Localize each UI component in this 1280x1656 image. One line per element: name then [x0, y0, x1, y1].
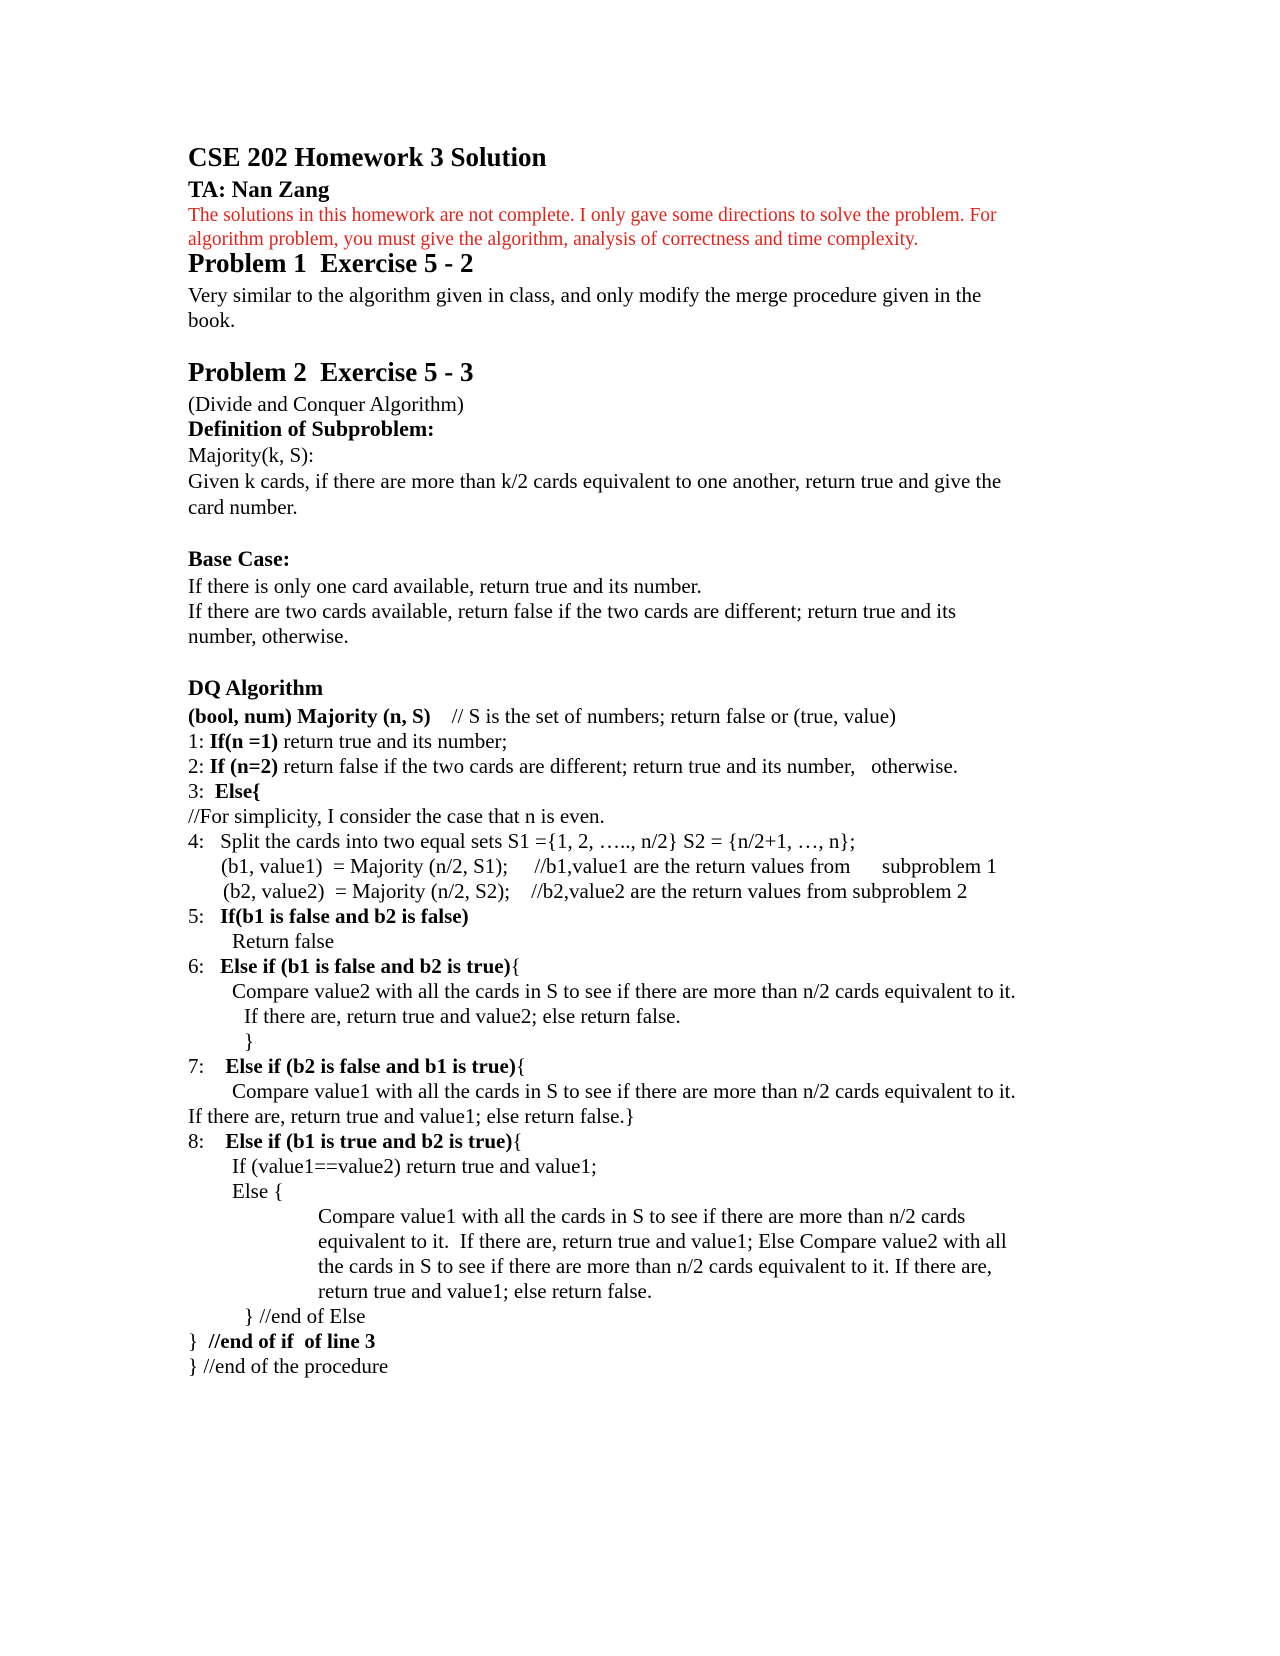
base-case-text-1: If there is only one card available, return true and its number. [188, 574, 702, 598]
problem-2-heading: Problem 2 Exercise 5 - 3 [188, 357, 474, 387]
algo-line-4a: (b1, value1) = Majority (n/2, S1); //b1,value1 are the return values from subproblem 1 [221, 854, 997, 878]
algo-line-5a: Return false [232, 929, 335, 953]
problem-1-text-1: Very similar to the algorithm given in class, and only modify the merge procedure given in the [188, 283, 982, 307]
algo-signature-bold: (bool, num) Majority (n, S) [188, 704, 431, 728]
note-line-1: The solutions in this homework are not complete. I only gave some directions to solve the problem. For [188, 205, 997, 226]
algo-end-procedure: } //end of the procedure [188, 1354, 389, 1378]
algorithm-heading: DQ Algorithm [188, 675, 324, 700]
algo-line-3: 3: Else{ [188, 779, 261, 803]
problem-1-text-2: book. [188, 308, 236, 332]
algo-line-8c-2: equivalent to it. If there are, return true and value1; Else Compare value2 with all [318, 1229, 1007, 1253]
algo-line-8b: Else { [232, 1179, 284, 1203]
algo-line-6a: Compare value2 with all the cards in S to see if there are more than n/2 cards equivalent to it. [232, 979, 1016, 1003]
base-case-heading: Base Case: [188, 546, 291, 571]
algo-comment-simplicity: //For simplicity, I consider the case that n is even. [188, 804, 605, 828]
note-line-2: algorithm problem, you must give the algorithm, analysis of correctness and time complexity. [188, 229, 919, 250]
algo-line-8: 8: Else if (b1 is true and b2 is true){ [188, 1129, 523, 1153]
problem-2-approach: (Divide and Conquer Algorithm) [188, 392, 464, 416]
algo-line-5: 5: If(b1 is false and b2 is false) [188, 904, 469, 928]
ta-name: TA: Nan Zang [188, 177, 330, 202]
algo-line-6c: } [244, 1029, 255, 1053]
algo-line-8d: } //end of Else [244, 1304, 366, 1328]
page-title: CSE 202 Homework 3 Solution [188, 142, 547, 172]
algo-line-7a: Compare value1 with all the cards in S to see if there are more than n/2 cards equivalent to it. [232, 1079, 1016, 1103]
definition-text-1: Given k cards, if there are more than k/2 cards equivalent to one another, return true and give the [188, 469, 1002, 493]
problem-1-heading: Problem 1 Exercise 5 - 2 [188, 248, 474, 278]
base-case-text-2: If there are two cards available, return false if the two cards are different; return true and its [188, 599, 957, 623]
algo-line-8c-3: the cards in S to see if there are more than n/2 cards equivalent to it. If there are, [318, 1254, 993, 1278]
algo-line-4: 4: Split the cards into two equal sets S1 ={1, 2, ….., n/2} S2 = {n/2+1, …, n}; [188, 829, 856, 853]
algo-signature-comment: // S is the set of numbers; return false or (true, value) [430, 704, 897, 728]
algo-line-8c-4: return true and value1; else return false. [318, 1279, 653, 1303]
algo-line-6: 6: Else if (b1 is false and b2 is true){ [188, 954, 521, 978]
algo-end-if: } //end of if of line 3 [188, 1329, 376, 1353]
algo-line-4b: (b2, value2) = Majority (n/2, S2); //b2,value2 are the return values from subproblem 2 [223, 879, 968, 903]
algo-line-6b: If there are, return true and value2; else return false. [244, 1004, 681, 1028]
algo-line-7: 7: Else if (b2 is false and b1 is true){ [188, 1054, 526, 1078]
algo-line-8a: If (value1==value2) return true and value1; [232, 1154, 597, 1178]
algo-line-7b: If there are, return true and value1; else return false.} [188, 1104, 635, 1128]
base-case-text-3: number, otherwise. [188, 624, 349, 648]
algo-line-1: 1: If(n =1) return true and its number; [188, 729, 508, 753]
definition-text-2: card number. [188, 495, 298, 519]
definition-heading: Definition of Subproblem: [188, 416, 435, 441]
algo-line-2: 2: If (n=2) return false if the two cards are different; return true and its number, otherwise. [188, 754, 959, 778]
definition-signature: Majority(k, S): [188, 443, 314, 467]
algo-signature [188, 703, 896, 729]
algo-line-8c-1: Compare value1 with all the cards in S to see if there are more than n/2 cards [318, 1204, 966, 1228]
